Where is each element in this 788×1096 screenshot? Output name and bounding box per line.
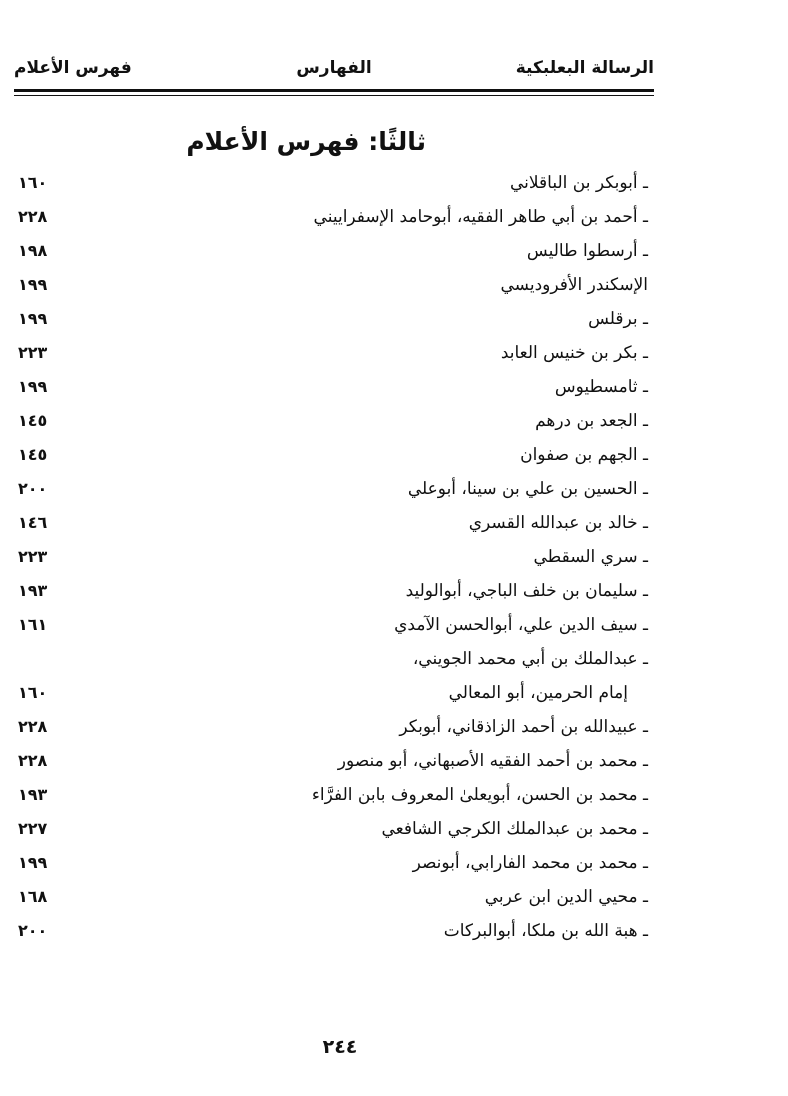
entry-name: ـ أرسطوا طاليس — [526, 241, 648, 261]
entry-name: ـ بكر بن خنيس العابد — [500, 343, 648, 363]
entry-page: ١٩٣ — [18, 581, 48, 600]
entry-page: ١٦٠ — [18, 683, 48, 702]
index-entry — [0, 917, 788, 951]
index-entry — [0, 577, 788, 611]
running-header — [14, 58, 654, 88]
entry-page: ١٩٩ — [18, 853, 48, 872]
index-entry — [0, 407, 788, 441]
entry-page: ٢٢٨ — [18, 751, 48, 770]
entry-name: ـ عبيدالله بن أحمد الزاذقاني، أبوبكر — [399, 717, 648, 737]
entry-name: ـ سليمان بن خلف الباجي، أبوالوليد — [405, 581, 648, 601]
entry-page: ١٩٩ — [18, 309, 48, 328]
entry-page: ١٤٦ — [18, 513, 48, 532]
entry-name: ـ محمد بن محمد الفارابي، أبونصر — [412, 853, 648, 873]
entry-page: ١٦٨ — [18, 887, 48, 906]
entry-page: ٢٢٣ — [18, 343, 48, 362]
index-entry — [0, 781, 788, 815]
index-entry — [0, 611, 788, 645]
index-entry — [0, 441, 788, 475]
entry-page: ٢٢٨ — [18, 717, 48, 736]
entry-page: ١٦٠ — [18, 173, 48, 192]
index-entry — [0, 815, 788, 849]
entry-name: ـ الحسين بن علي بن سينا، أبوعلي — [407, 479, 648, 499]
index-entry — [0, 271, 788, 305]
index-entry — [0, 679, 788, 713]
index-entry — [0, 883, 788, 917]
entry-name: ـ محمد بن عبدالملك الكرجي الشافعي — [381, 819, 648, 839]
entry-name: ـ هبة الله بن ملكا، أبوالبركات — [443, 921, 648, 941]
entry-page: ١٩٩ — [18, 275, 48, 294]
book-title: الرسالة البعلبكية — [515, 58, 654, 78]
entry-name: ـ سري السقطي — [533, 547, 648, 567]
entry-name: إمام الحرمين، أبو المعالي — [448, 683, 628, 703]
entry-name: ـ محمد بن الحسن، أبويعلىٰ المعروف بابن الفرَّاء — [311, 785, 648, 805]
entry-page: ١٩٩ — [18, 377, 48, 396]
entry-page: ٢٠٠ — [18, 921, 48, 940]
entry-name: ـ عبدالملك بن أبي محمد الجويني، — [412, 649, 648, 669]
index-entry — [0, 849, 788, 883]
index-entry — [0, 305, 788, 339]
index-entry — [0, 713, 788, 747]
section-name: الفهارس — [296, 58, 372, 78]
entry-page: ٢٢٧ — [18, 819, 48, 838]
entry-name: ـ أبوبكر بن الباقلاني — [510, 173, 648, 193]
entry-name: الإسكندر الأفروديسي — [500, 275, 648, 295]
page-title: ثالثًا: فهرس الأعلام — [186, 127, 426, 156]
entry-name: ـ الجهم بن صفوان — [520, 445, 648, 465]
index-entry — [0, 169, 788, 203]
index-entry — [0, 747, 788, 781]
index-entry — [0, 645, 788, 679]
index-name: فهرس الأعلام — [14, 58, 132, 78]
entry-name: ـ محيي الدين ابن عربي — [484, 887, 648, 907]
entry-page: ١٤٥ — [18, 411, 48, 430]
index-entry — [0, 203, 788, 237]
entry-page: ٢٢٣ — [18, 547, 48, 566]
index-entry — [0, 373, 788, 407]
entry-name: ـ محمد بن أحمد الفقيه الأصبهاني، أبو منصور — [337, 751, 648, 771]
entry-page: ٢٠٠ — [18, 479, 48, 498]
entry-name: ـ الجعد بن درهم — [535, 411, 648, 431]
entry-name: ـ خالد بن عبدالله القسري — [468, 513, 648, 533]
entry-page: ٢٢٨ — [18, 207, 48, 226]
header-rule-thick — [14, 89, 654, 92]
entry-name: ـ أحمد بن أبي طاهر الفقيه، أبوحامد الإسفراييني — [313, 207, 648, 227]
index-entry — [0, 237, 788, 271]
entry-page: ١٦١ — [18, 615, 48, 634]
header-rule-thin — [14, 95, 654, 96]
index-entry — [0, 543, 788, 577]
index-entry — [0, 475, 788, 509]
entry-page: ١٩٨ — [18, 241, 48, 260]
entry-page: ١٩٣ — [18, 785, 48, 804]
entry-page: ١٤٥ — [18, 445, 48, 464]
index-entry — [0, 339, 788, 373]
page-number: ٢٤٤ — [322, 1036, 358, 1058]
index-entry — [0, 509, 788, 543]
entry-name: ـ ثامسطيوس — [554, 377, 648, 397]
index-list — [0, 169, 788, 951]
entry-name: ـ برقلس — [588, 309, 648, 329]
entry-name: ـ سيف الدين علي، أبوالحسن الآمدي — [394, 615, 648, 635]
